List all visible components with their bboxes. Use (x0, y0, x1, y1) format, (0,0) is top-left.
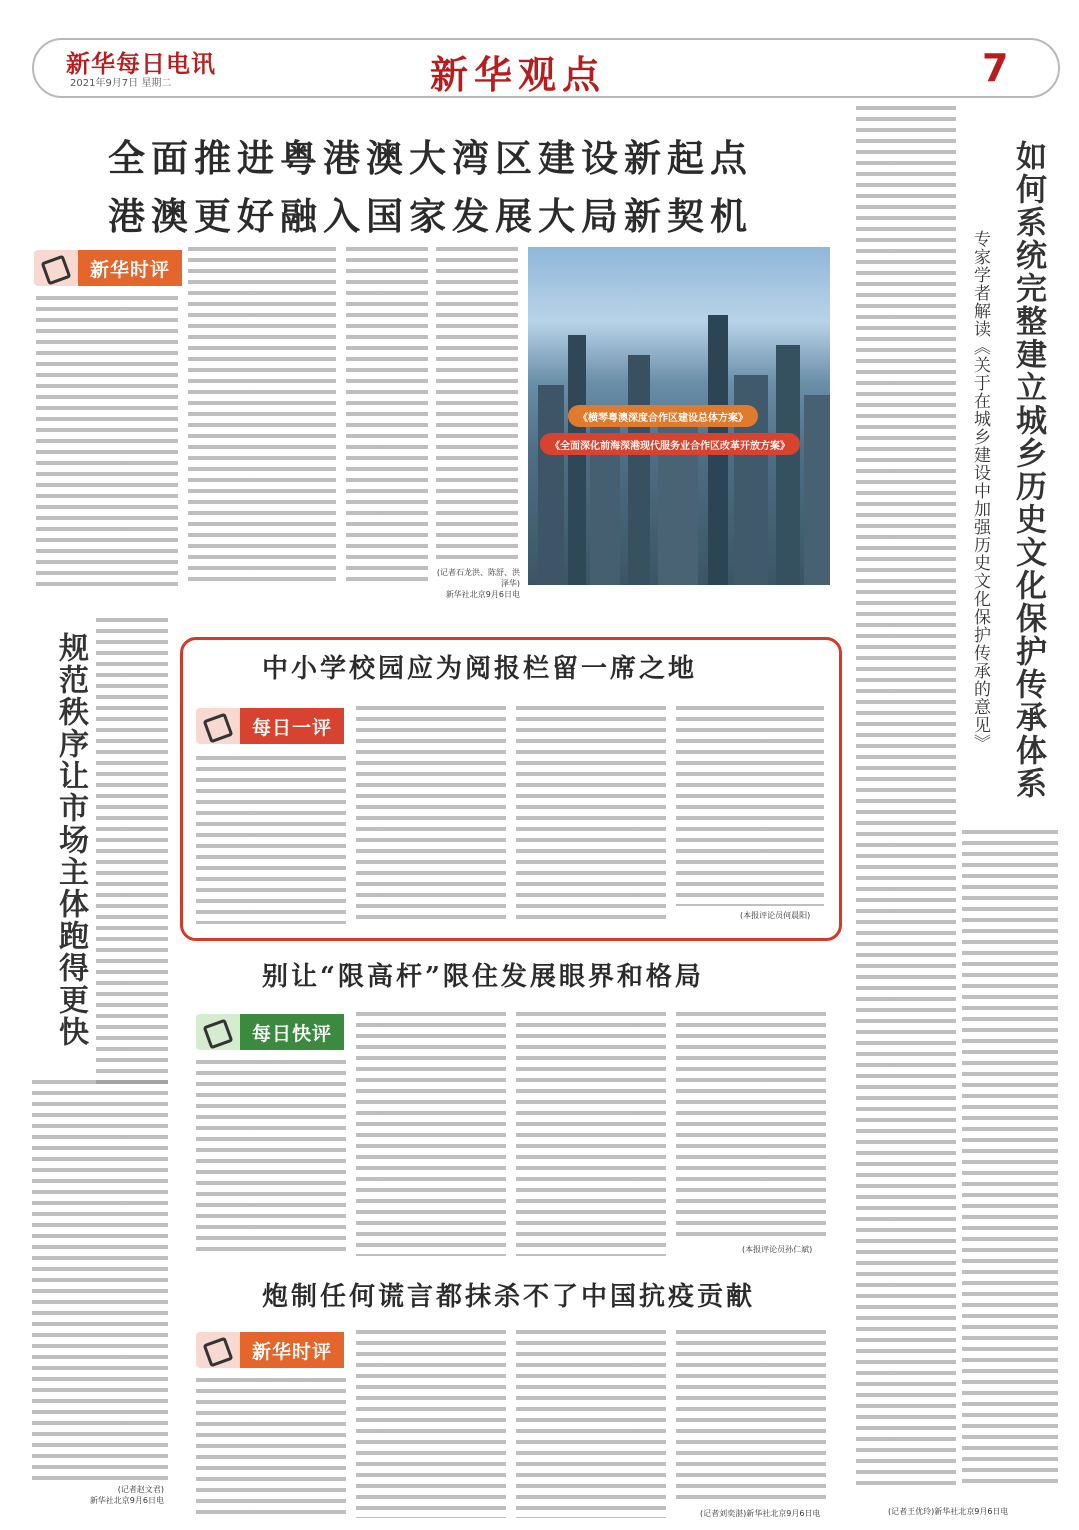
right-feature-title: 如何系统完整建立城乡历史文化保护传承体系 (1010, 140, 1046, 800)
box-article-badge (196, 708, 344, 744)
greater-bay-area-photo (528, 247, 830, 585)
lead-text-column-4 (436, 247, 518, 565)
box-text-column-3 (516, 706, 666, 924)
article3-badge (196, 1332, 344, 1368)
article2-text-column-2 (356, 1012, 506, 1256)
article3-badge-label: 新华时评 (240, 1332, 344, 1368)
article2-text-column-3 (516, 1012, 666, 1256)
newspaper-logo: 新华每日电讯 (66, 49, 216, 78)
left-feature-byline: (记者赵文君) 新华社北京9月6日电 (89, 1485, 164, 1505)
box-text-column-1 (196, 756, 346, 924)
box-article-badge-label: 每日一评 (240, 708, 344, 744)
lead-badge-label: 新华时评 (78, 250, 182, 286)
box-text-column-4 (676, 706, 824, 906)
section-title: 新华观点 (430, 52, 607, 97)
article3-title: 炮制任何谎言都抹杀不了中国抗疫贡献 (262, 1282, 756, 1312)
lead-text-column-1 (36, 296, 178, 586)
issue-date: 2021年9月7日 星期二 (70, 78, 172, 89)
lead-badge (34, 250, 182, 286)
article3-byline: (记者刘奕湛)新华社北京9月6日电 (700, 1509, 821, 1518)
page-number: 7 (982, 46, 1009, 90)
article2-badge (196, 1014, 344, 1050)
right-feature-subtitle: 专家学者解读《关于在城乡建设中加强历史文化保护传承的意见》 (970, 230, 990, 752)
commentary-icon (34, 250, 78, 286)
article2-badge-label: 每日快评 (240, 1014, 344, 1050)
article3-text-column-2 (356, 1330, 506, 1518)
lead-text-column-3 (346, 247, 428, 587)
lead-text-column-2 (188, 247, 336, 587)
article2-text-column-1 (196, 1060, 346, 1256)
left-feature-text-column-2 (32, 1080, 168, 1480)
right-feature-byline: (记者王优玲)新华社北京9月6日电 (888, 1507, 1009, 1516)
article3-text-column-1 (196, 1378, 346, 1518)
left-feature-title: 规范秩序让市场主体跑得更快 (53, 632, 88, 1048)
article3-text-column-3 (516, 1330, 666, 1518)
pen-icon (196, 708, 240, 744)
photo-banner-2: 《全面深化前海深港现代服务业合作区改革开放方案》 (540, 433, 800, 455)
article2-title: 别让“限高杆”限住发展眼界和格局 (262, 962, 704, 992)
lead-byline: (记者石龙洪、陈舒、洪泽华) 新华社北京9月6日电 (436, 568, 520, 599)
box-article-title: 中小学校园应为阅报栏留一席之地 (262, 654, 698, 684)
box-article-byline: (本报评论员何晨阳) (740, 911, 811, 920)
box-text-column-2 (356, 706, 506, 924)
photo-banner-1: 《横琴粤澳深度合作区建设总体方案》 (568, 405, 758, 427)
commentary-icon (196, 1332, 240, 1368)
right-feature-text-column-1 (856, 106, 956, 1486)
article3-text-column-4 (676, 1330, 826, 1500)
lead-headline-line2: 港澳更好融入国家发展大局新契机 (108, 194, 753, 238)
article2-byline: (本报评论员孙仁斌) (742, 1245, 813, 1254)
article2-text-column-4 (676, 1012, 826, 1238)
right-feature-text-column-2 (962, 830, 1058, 1486)
lead-headline-line1: 全面推进粤港澳大湾区建设新起点 (108, 136, 753, 180)
left-feature-text-column-1 (96, 618, 168, 1088)
quick-comment-icon (196, 1014, 240, 1050)
